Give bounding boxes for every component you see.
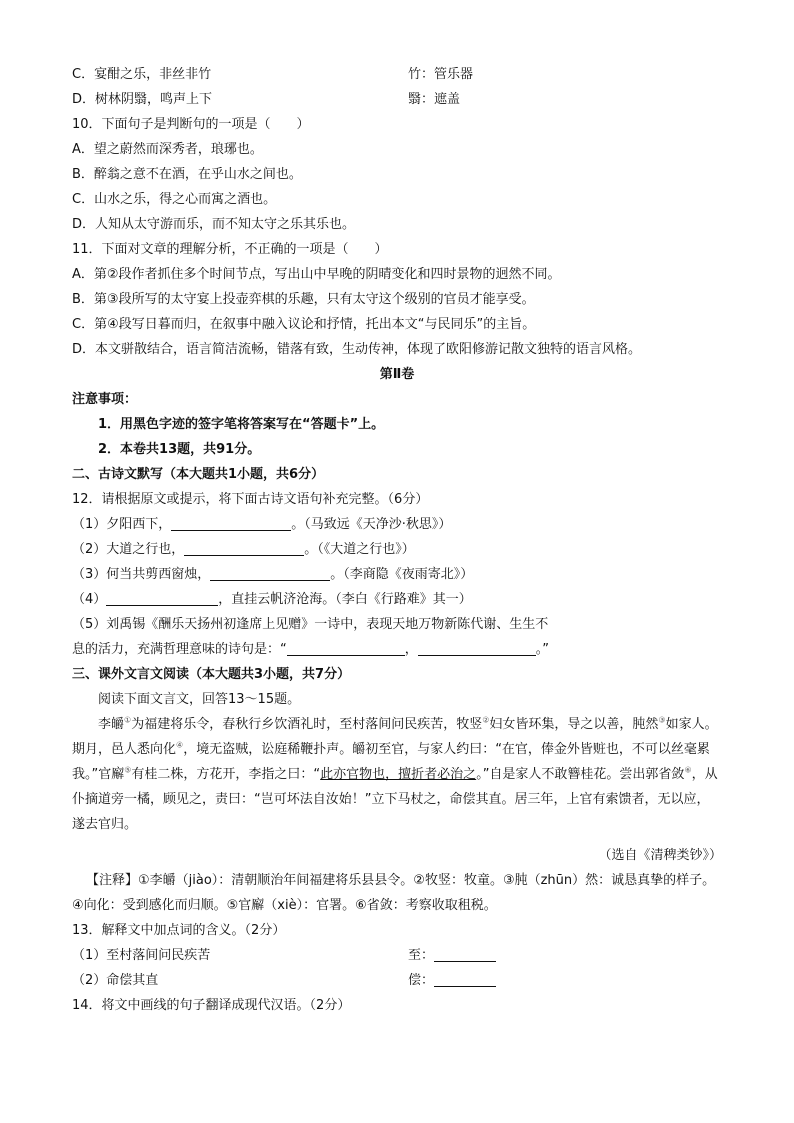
q13-item-1-label: 至： — [408, 948, 435, 963]
notice-heading: 注意事项： — [72, 392, 138, 407]
q10-option-a: A．望之蔚然而深秀者，琅琊也。 — [72, 142, 263, 157]
q12-item-5-end: 。” — [535, 642, 550, 657]
part2-heading: 二、古诗文默写（本大题共1小题，共6分） — [72, 467, 325, 482]
q9-option-d-text: D．树林阴翳，鸣声上下 — [72, 92, 213, 107]
q12-item-4-post: ，直挂云帆济沧海。（李白《行路难》其一） — [218, 592, 472, 607]
q13-item-1-answer — [408, 943, 496, 968]
footnote-mark-3: ③ — [658, 715, 666, 725]
q12-item-2-pre: （2）大道之行也， — [72, 542, 185, 557]
passage-notes: 【注释】①李皭（jiào）：清朝顺治年间福建将乐县县令。②牧竖：牧童。③肫（zhūn）然：诚恳真挚的样子。④向化：受到感化而归顺。⑤官廨（xiè）：官署。⑥省敛：考察收取租税。 — [72, 873, 716, 913]
passage-seg-h: ，从仆摘道旁一橘，顾见之，责曰：“岂可坏法自汝始！”立下马杖之，命偿其直。居三年，上官有索馈者，无以应，遂去官归。 — [72, 767, 718, 832]
q13-blank-1[interactable] — [434, 945, 496, 962]
q12-item-2 — [72, 537, 722, 562]
passage-seg-c: 妇女皆环集，导之以善，肫然 — [489, 717, 659, 732]
passage-seg-e: ，境无盗贼，讼庭稀鞭扑声。皭初至官，与家人约曰：“在官，俸金外皆赃也，不可以丝毫累我。”官廨 — [72, 742, 710, 782]
q12-stem: 12．请根据原文或提示，将下面古诗文语句补充完整。（6分） — [72, 492, 429, 507]
q10-option-b: B．醉翁之意不在酒，在乎山水之间也。 — [72, 167, 302, 182]
q10-stem: 10．下面句子是判断句的一项是（ ） — [72, 117, 310, 132]
q9-option-d-note: 翳：遮盖 — [408, 92, 461, 107]
part3-intro: 阅读下面文言文，回答13～15题。 — [98, 692, 301, 707]
passage-seg-f: 有桂二株，方花开，李指之曰：“ — [131, 767, 321, 782]
footnote-mark-4: ④ — [176, 740, 184, 750]
exam-page — [72, 62, 722, 1018]
q12-item-4 — [72, 587, 722, 612]
q12-item-5-line1: （5）刘禹锡《酬乐天扬州初逢席上见赠》一诗中，表现天地万物新陈代谢、生生不 — [72, 617, 549, 632]
q11-option-a: A．第②段作者抓住多个时间节点，写出山中早晚的阴晴变化和四时景物的迥然不同。 — [72, 267, 561, 282]
footnote-mark-1: ① — [124, 715, 132, 725]
q13-item-2-answer — [408, 968, 496, 993]
underlined-sentence: 此亦官物也，擅折者必治之 — [320, 767, 477, 782]
q12-item-4-pre: （4） — [72, 592, 107, 607]
q9-option-c — [72, 62, 722, 87]
q10-option-c: C．山水之乐，得之心而寓之酒也。 — [72, 192, 277, 207]
q12-item-1 — [72, 512, 722, 537]
q12-blank-3[interactable] — [210, 564, 330, 581]
classical-passage — [72, 712, 722, 837]
q12-blank-5a[interactable] — [287, 639, 405, 656]
q12-item-3-pre: （3）何当共剪西窗烛， — [72, 567, 211, 582]
q12-blank-5b[interactable] — [418, 639, 536, 656]
q12-item-1-post: 。（马致远《天净沙·秋思》） — [291, 517, 452, 532]
q13-stem: 13．解释文中加点词的含义。（2分） — [72, 923, 286, 938]
footnote-mark-2: ② — [482, 715, 490, 725]
q11-option-c: C．第④段写日暮而归，在叙事中融入议论和抒情，托出本文“与民同乐”的主旨。 — [72, 317, 536, 332]
q13-item-1 — [72, 943, 722, 968]
part3-heading: 三、课外文言文阅读（本大题共3小题，共7分） — [72, 667, 351, 682]
q11-option-d: D．本文骈散结合，语言简洁流畅，错落有致，生动传神，体现了欧阳修游记散文独特的语言风格。 — [72, 342, 642, 357]
section-title: 第Ⅱ卷 — [379, 367, 415, 382]
notice-item-2: 2．本卷共13题，共91分。 — [98, 442, 261, 457]
q11-option-b: B．第③段所写的太守宴上投壶弈棋的乐趣，只有太守这个级别的官员才能享受。 — [72, 292, 535, 307]
footnote-mark-5: ⑤ — [124, 765, 132, 775]
q13-item-1-text: （1）至村落间问民疾苦 — [72, 948, 211, 963]
notice-item-1: 1．用黑色字迹的签字笔将答案写在“答题卡”上。 — [98, 417, 385, 432]
q12-item-5-line2 — [72, 637, 722, 662]
q9-option-c-text: C．宴酣之乐，非丝非竹 — [72, 67, 212, 82]
q9-option-d — [72, 87, 722, 112]
q12-item-2-post: 。（《大道之行也》） — [304, 542, 415, 557]
q11-stem: 11．下面对文章的理解分析，不正确的一项是（ ） — [72, 242, 388, 257]
q12-item-5-comma: ， — [404, 642, 418, 657]
q10-option-d: D．人知从太守游而乐，而不知太守之乐其乐也。 — [72, 217, 356, 232]
q12-blank-1[interactable] — [171, 514, 291, 531]
q9-option-c-note: 竹：管乐器 — [408, 67, 474, 82]
footnote-mark-6: ⑥ — [684, 765, 692, 775]
q12-item-5-prompt: 息的活力，充满哲理意味的诗句是：“ — [72, 642, 287, 657]
q12-blank-2[interactable] — [184, 539, 304, 556]
passage-seg-g: 。”自是家人不敢簪桂花。尝出郭省敛 — [476, 767, 685, 782]
q12-item-3 — [72, 562, 722, 587]
passage-source: （选自《清稗类钞》） — [598, 848, 722, 863]
q12-item-3-post: 。（李商隐《夜雨寄北》） — [330, 567, 474, 582]
q14-stem: 14．将文中画线的句子翻译成现代汉语。（2分） — [72, 998, 351, 1013]
q13-item-2-text: （2）命偿其直 — [72, 973, 159, 988]
passage-seg-a: 李皭 — [98, 717, 125, 732]
q13-item-2 — [72, 968, 722, 993]
passage-seg-b: 为福建将乐令，春秋行乡饮酒礼时，至村落间问民疾苦，牧竖 — [131, 717, 483, 732]
q12-item-1-pre: （1）夕阳西下， — [72, 517, 172, 532]
q13-blank-2[interactable] — [434, 970, 496, 987]
passage-seg-d: 如家人。期月，邑人悉向化 — [72, 717, 718, 757]
q12-blank-4[interactable] — [106, 589, 218, 606]
q13-item-2-label: 偿： — [408, 973, 435, 988]
